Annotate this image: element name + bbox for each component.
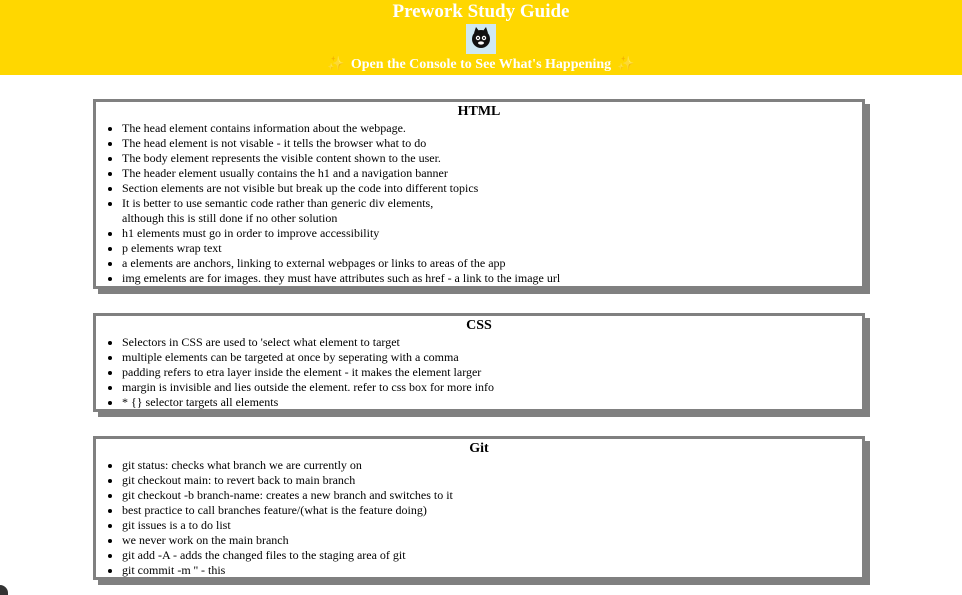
list-item: • a elements are anchors, linking to external webpages or links to areas of the app (122, 256, 862, 271)
list-item-line: It is better to use semantic code rather than generic div elements, (122, 196, 434, 210)
list-item: • The head element is not visable - it tells the browser what to do (122, 136, 862, 151)
section-title: Git (469, 441, 489, 456)
section-git (93, 436, 865, 580)
page-header (0, 0, 962, 75)
list-item: • * {} selector targets all elements (122, 395, 862, 410)
list-item: • git commit -m '' - this (122, 563, 862, 578)
list-item: • git add -A - adds the changed files to the staging area of git (122, 548, 862, 563)
list-item: • p elements wrap text (122, 241, 862, 256)
sparkle-icon: ✨ (617, 57, 635, 72)
list-item: • git checkout main: to revert back to main branch (122, 473, 862, 488)
list-item (122, 196, 862, 226)
section-html (93, 99, 865, 289)
console-banner (0, 56, 962, 74)
list-item: • margin is invisible and lies outside the element. refer to css box for more info (122, 380, 862, 395)
list-item: • best practice to call branches feature/(what is the feature doing) (122, 503, 862, 518)
section-title: HTML (457, 104, 501, 119)
page-title: Prework Study Guide (392, 1, 570, 22)
list-item: • Section elements are not visible but break up the code into different topics (122, 181, 862, 196)
css-notes-list (96, 335, 862, 410)
cat-face-icon (466, 24, 496, 54)
list-item: • git issues is a to do list (122, 518, 862, 533)
html-notes-list (96, 121, 862, 286)
section-css (93, 313, 865, 412)
banner-text: Open the Console to See What's Happening (350, 57, 612, 72)
git-notes-list (96, 458, 862, 578)
list-item: • h1 elements must go in order to improve accessibility (122, 226, 862, 241)
list-item: • git status: checks what branch we are currently on (122, 458, 862, 473)
list-item: • The header element usually contains the h1 and a navigation banner (122, 166, 862, 181)
list-item: • git checkout -b branch-name: creates a new branch and switches to it (122, 488, 862, 503)
list-item: • The head element contains information about the webpage. (122, 121, 862, 136)
window-corner (0, 585, 8, 595)
list-item: • img emelents are for images. they must have attributes such as href - a link to the image url (122, 271, 862, 286)
list-item: • we never work on the main branch (122, 533, 862, 548)
sparkle-icon: ✨ (327, 57, 345, 72)
list-item-continuation: although this is still done if no other solution (122, 211, 338, 225)
section-title: CSS (466, 318, 492, 333)
list-item: • multiple elements can be targeted at once by seperating with a comma (122, 350, 862, 365)
list-item: • padding refers to etra layer inside the element - it makes the element larger (122, 365, 862, 380)
list-item: • Selectors in CSS are used to 'select what element to target (122, 335, 862, 350)
list-item: • The body element represents the visible content shown to the user. (122, 151, 862, 166)
